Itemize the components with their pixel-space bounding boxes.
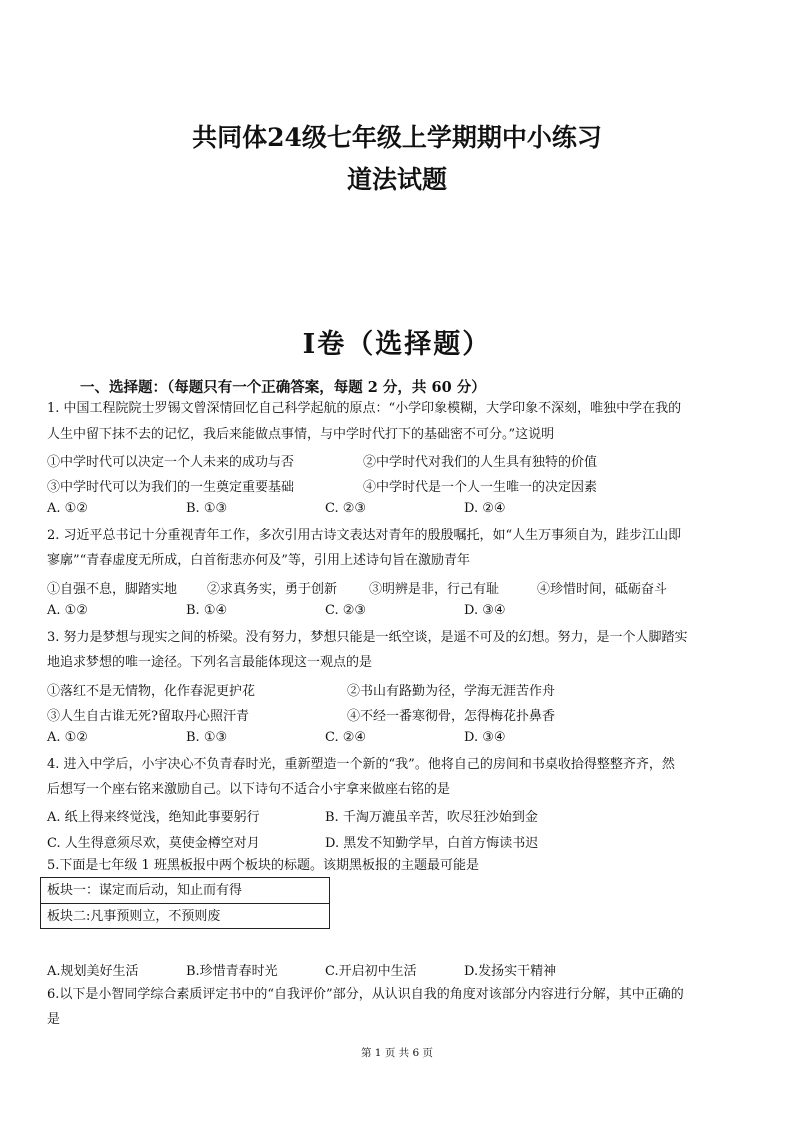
question-6-stem-line-1: 6.以下是小智同学综合素质评定书中的“自我评价”部分，从认识自我的角度对该部分内容进行分解，其中正确的 [47, 987, 684, 1002]
board-section-1: 板块一：谋定而后动，知止而有得 [47, 883, 243, 898]
question-3-option-d: D. ③④ [464, 730, 506, 745]
question-2-option-d: D. ③④ [464, 603, 506, 618]
question-5-option-b: B.珍惜青春时光 [186, 964, 278, 979]
question-4-option-c: C. 人生得意须尽欢，莫使金樽空对月 [47, 836, 260, 851]
question-3-option-b: B. ①③ [186, 730, 228, 745]
question-3-statement-4: ④不经一番寒彻骨，怎得梅花扑鼻香 [347, 709, 556, 724]
question-1-stem-line-2: 人生中留下抹不去的记忆，我后来能做点事情，与中学时代打下的基础密不可分。”这说明 [47, 427, 555, 442]
exam-title: 共同体24级七年级上学期期中小练习 [192, 123, 602, 152]
question-2-option-a: A. ①② [47, 603, 88, 618]
blackboard-sections-table [40, 877, 330, 929]
question-1-option-c: C. ②③ [325, 501, 367, 516]
question-1-statement-4: ④中学时代是一个人一生唯一的决定因素 [363, 480, 598, 495]
question-2-statement-1: ①自强不息，脚踏实地 [47, 582, 178, 597]
question-1-statement-1: ①中学时代可以决定一个人未来的成功与否 [47, 455, 295, 470]
question-4-option-d: D. 黑发不知勤学早，白首方悔读书迟 [325, 836, 539, 851]
question-4-option-b: B. 千淘万漉虽辛苦，吹尽狂沙始到金 [325, 810, 538, 825]
question-4-stem-line-2: 后想写一个座右铭来激励自己。以下诗句不适合小宇拿来做座右铭的是 [47, 782, 451, 797]
question-3-statement-3: ③人生自古谁无死?留取丹心照汗青 [47, 709, 249, 724]
question-3-stem-line-2: 地追求梦想的唯一途径。下列名言最能体现这一观点的是 [47, 655, 373, 670]
question-2-stem-line-1: 2. 习近平总书记十分重视青年工作，多次引用古诗文表达对青年的殷殷嘱托，如“人生万事须自为，跬步江山即 [47, 528, 682, 543]
question-2-statement-4: ④珍惜时间，砥砺奋斗 [537, 582, 668, 597]
question-2-statement-3: ③明辨是非，行己有耻 [369, 582, 500, 597]
question-3-statement-1: ①落红不是无情物，化作春泥更护花 [47, 684, 256, 699]
question-6-stem-line-2: 是 [47, 1012, 61, 1027]
question-2-statement-2: ②求真务实，勇于创新 [207, 582, 338, 597]
board-section-2: 板块二:凡事预则立，不预则废 [41, 903, 329, 928]
question-2-option-c: C. ②③ [325, 603, 367, 618]
page-footer: 第 1 页 共 6 页 [360, 1047, 434, 1059]
question-5-option-d: D.发扬实干精神 [464, 964, 557, 979]
question-5-option-c: C.开启初中生活 [325, 964, 417, 979]
question-5-stem: 5.下面是七年级 1 班黑板报中两个板块的标题。该期黑板报的主题最可能是 [47, 858, 479, 873]
question-3-option-c: C. ②④ [325, 730, 367, 745]
question-3-stem-line-1: 3. 努力是梦想与现实之间的桥梁。没有努力，梦想只能是一纸空谈，是遥不可及的幻想。努力，是一个人脚踏实 [47, 630, 688, 645]
question-3-statement-2: ②书山有路勤为径，学海无涯苦作舟 [347, 684, 556, 699]
question-1-option-a: A. ①② [47, 501, 88, 516]
question-1-statement-2: ②中学时代对我们的人生具有独特的价值 [363, 455, 598, 470]
section-heading: 一、选择题：（每题只有一个正确答案，每题 2 分，共 60 分） [80, 379, 486, 396]
question-1-option-b: B. ①③ [186, 501, 228, 516]
question-3-option-a: A. ①② [47, 730, 88, 745]
question-2-stem-line-2: 寥廓”“青春虚度无所成，白首衔悲亦何及”等，引用上述诗句旨在激励青年 [47, 553, 470, 568]
question-2-option-b: B. ①④ [186, 603, 228, 618]
question-5-option-a: A.规划美好生活 [47, 964, 139, 979]
question-1-option-d: D. ②④ [464, 501, 506, 516]
question-4-option-a: A. 纸上得来终觉浅，绝知此事要躬行 [47, 810, 260, 825]
question-1-stem-line-1: 1. 中国工程院院士罗锡文曾深情回忆自己科学起航的原点：“小学印象模糊，大学印象不深刻，唯独中学在我的 [47, 401, 682, 416]
exam-subtitle: 道法试题 [346, 165, 447, 194]
volume-title: Ⅰ卷（选择题） [302, 329, 492, 360]
question-4-stem-line-1: 4. 进入中学后，小宇决心不负青春时光，重新塑造一个新的“我”。他将自己的房间和书桌收拾得整整齐齐，然 [47, 757, 675, 772]
question-1-statement-3: ③中学时代可以为我们的一生奠定重要基础 [47, 480, 295, 495]
